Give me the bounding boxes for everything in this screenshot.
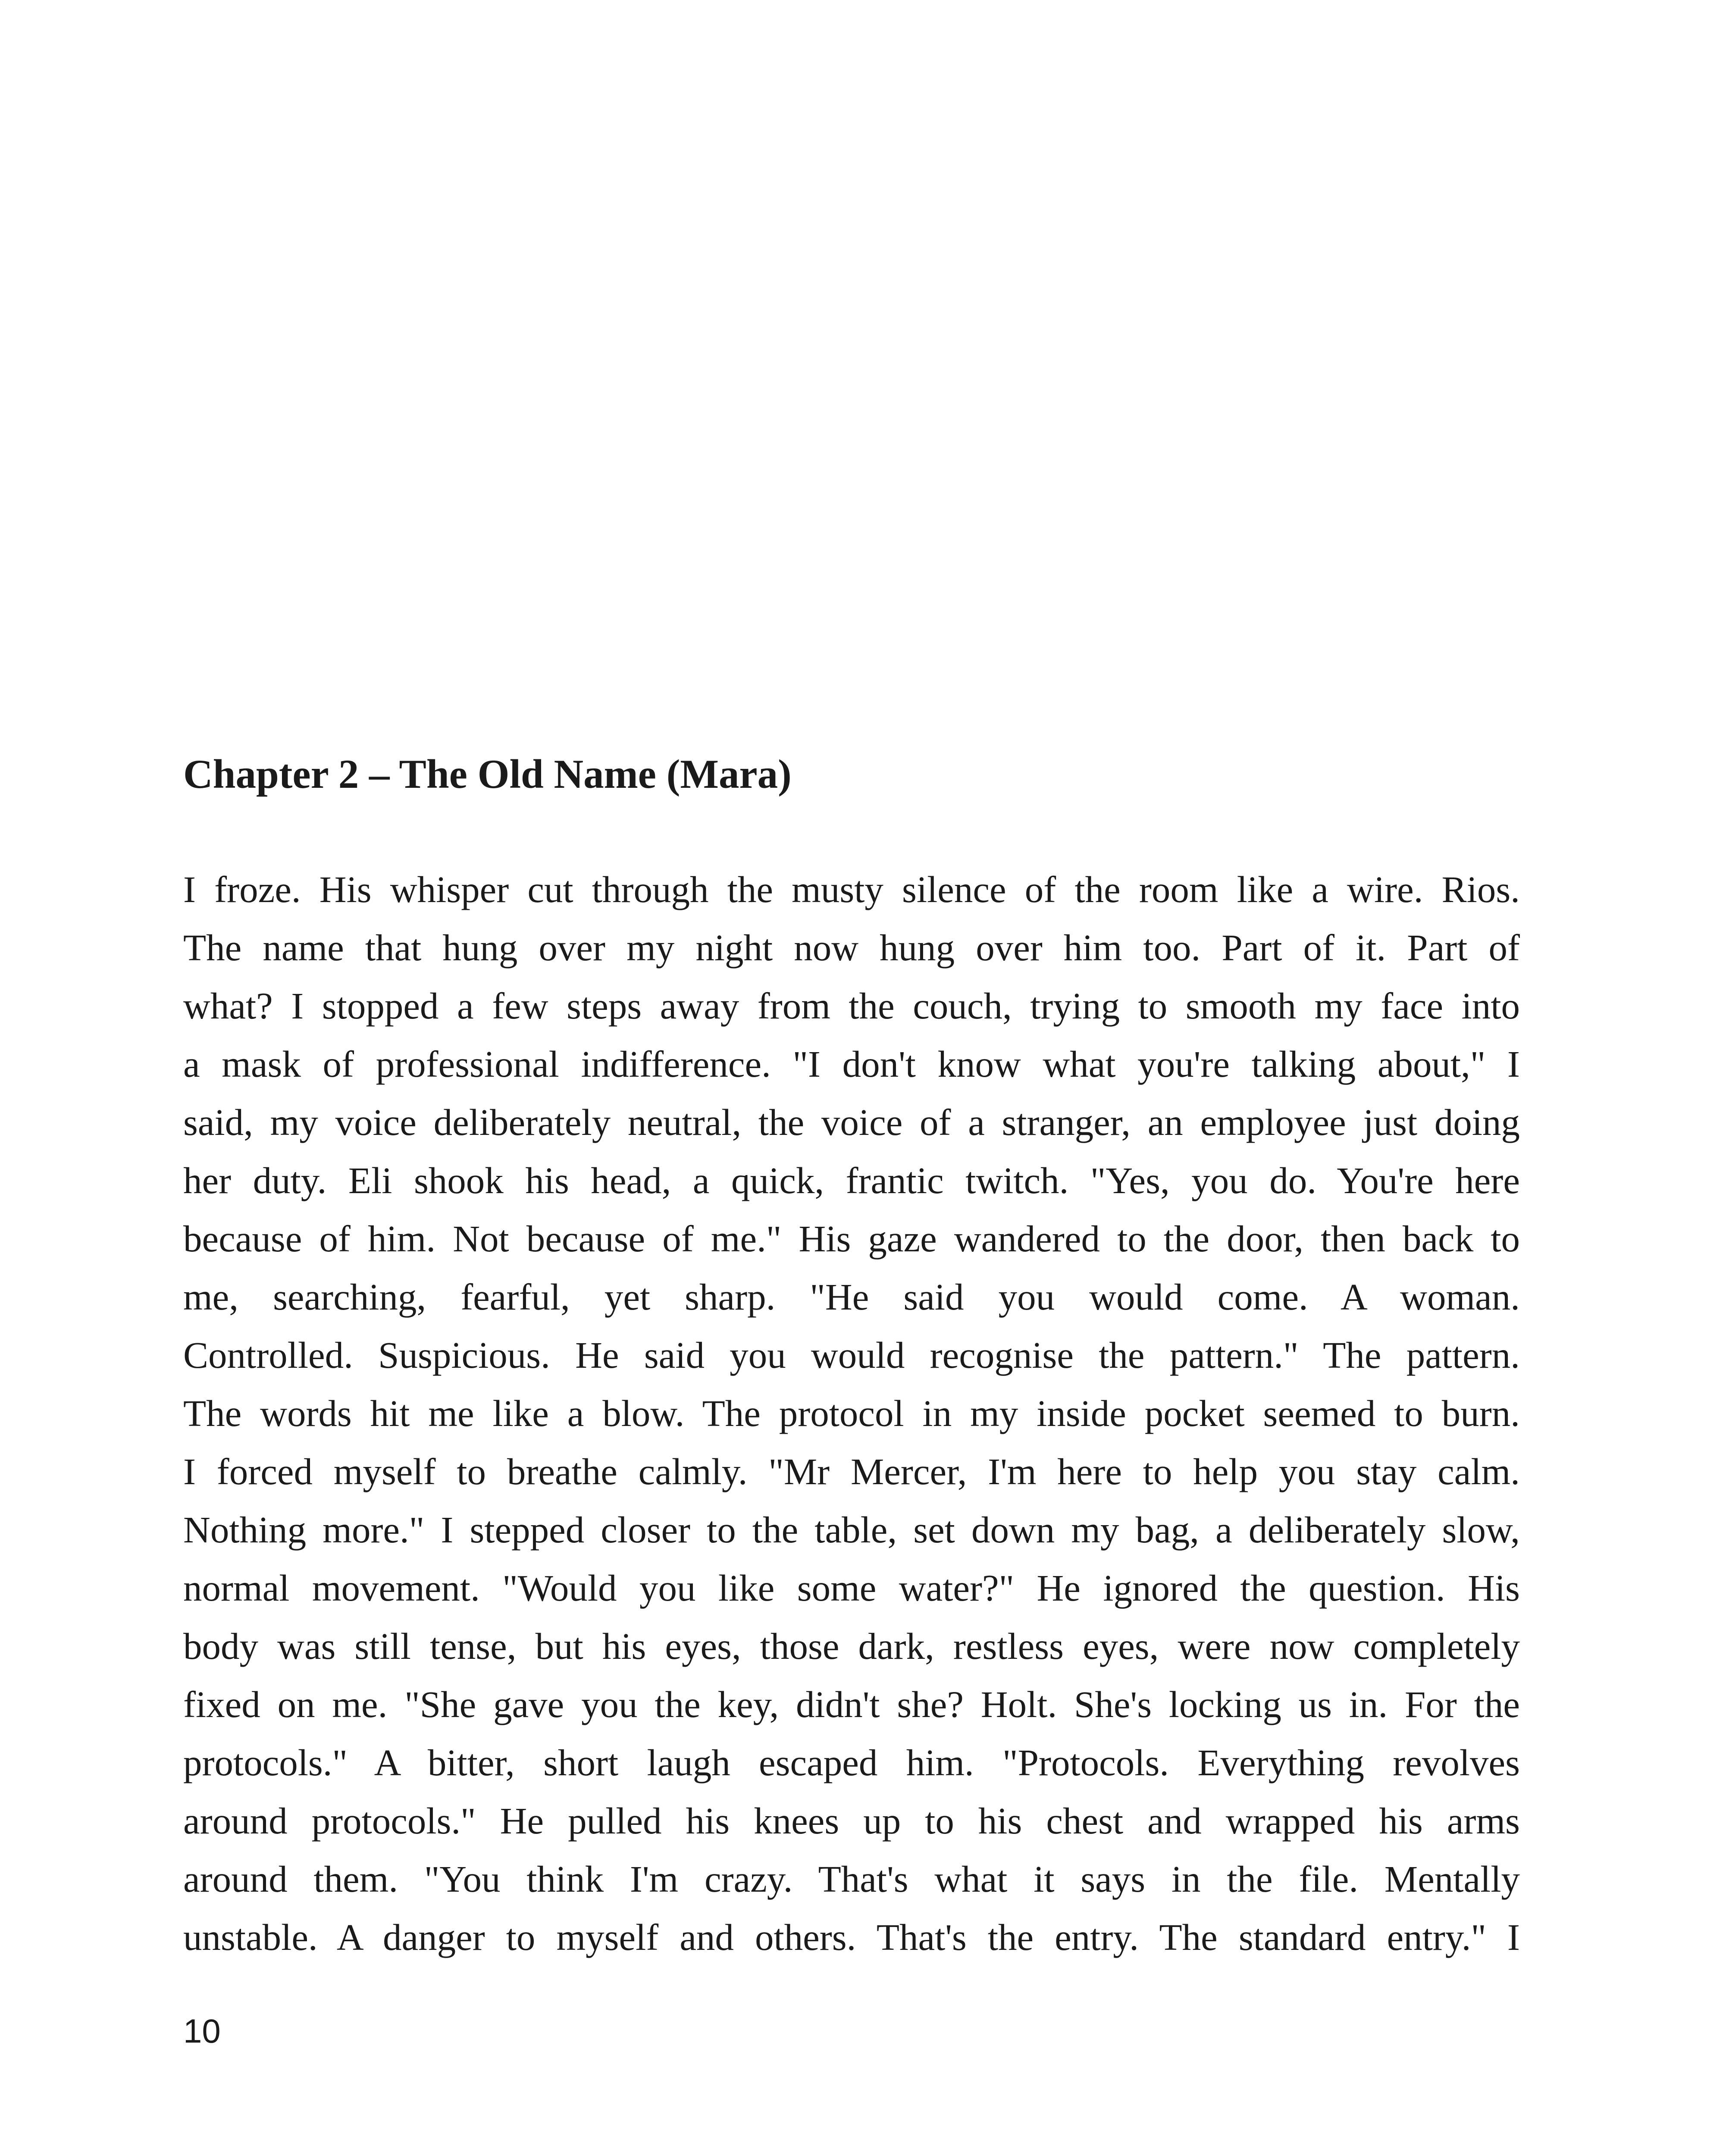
body-text xyxy=(183,860,1520,1966)
text-line: me, searching, fearful, yet sharp. "He said you would come. A woman. xyxy=(183,1276,1520,1318)
text-line: Nothing more." I stepped closer to the table, set down my bag, a deliberately slow, xyxy=(183,1509,1520,1551)
text-line: what? I stopped a few steps away from the couch, trying to smooth my face into xyxy=(183,985,1520,1027)
text-line: around them. "You think I'm crazy. That's what it says in the file. Mentally xyxy=(183,1858,1520,1900)
text-line: said, my voice deliberately neutral, the voice of a stranger, an employee just doing xyxy=(183,1101,1520,1143)
chapter-title: Chapter 2 – The Old Name (Mara) xyxy=(183,751,792,797)
text-line: The words hit me like a blow. The protocol in my inside pocket seemed to burn. xyxy=(183,1392,1520,1434)
text-line: unstable. A danger to myself and others. That's the entry. The standard entry." I xyxy=(183,1916,1520,1958)
text-line: The name that hung over my night now hung over him too. Part of it. Part of xyxy=(183,927,1520,968)
text-line: her duty. Eli shook his head, a quick, frantic twitch. "Yes, you do. You're here xyxy=(183,1159,1520,1201)
text-line: Controlled. Suspicious. He said you would recognise the pattern." The pattern. xyxy=(183,1334,1520,1376)
text-line: normal movement. "Would you like some water?" He ignored the question. His xyxy=(183,1567,1520,1609)
text-line: I froze. His whisper cut through the musty silence of the room like a wire. Rios. xyxy=(183,868,1520,910)
text-line: around protocols." He pulled his knees up to his chest and wrapped his arms xyxy=(183,1800,1520,1842)
text-line: body was still tense, but his eyes, those dark, restless eyes, were now completely xyxy=(183,1625,1520,1667)
text-line: protocols." A bitter, short laugh escaped him. "Protocols. Everything revolves xyxy=(183,1742,1520,1783)
text-line: fixed on me. "She gave you the key, didn't she? Holt. She's locking us in. For the xyxy=(183,1683,1520,1725)
text-line: I forced myself to breathe calmly. "Mr Mercer, I'm here to help you stay calm. xyxy=(183,1451,1520,1492)
page-number: 10 xyxy=(183,2012,221,2050)
text-line: a mask of professional indifference. "I don't know what you're talking about," I xyxy=(183,1043,1520,1085)
text-line: because of him. Not because of me." His gaze wandered to the door, then back to xyxy=(183,1218,1520,1260)
